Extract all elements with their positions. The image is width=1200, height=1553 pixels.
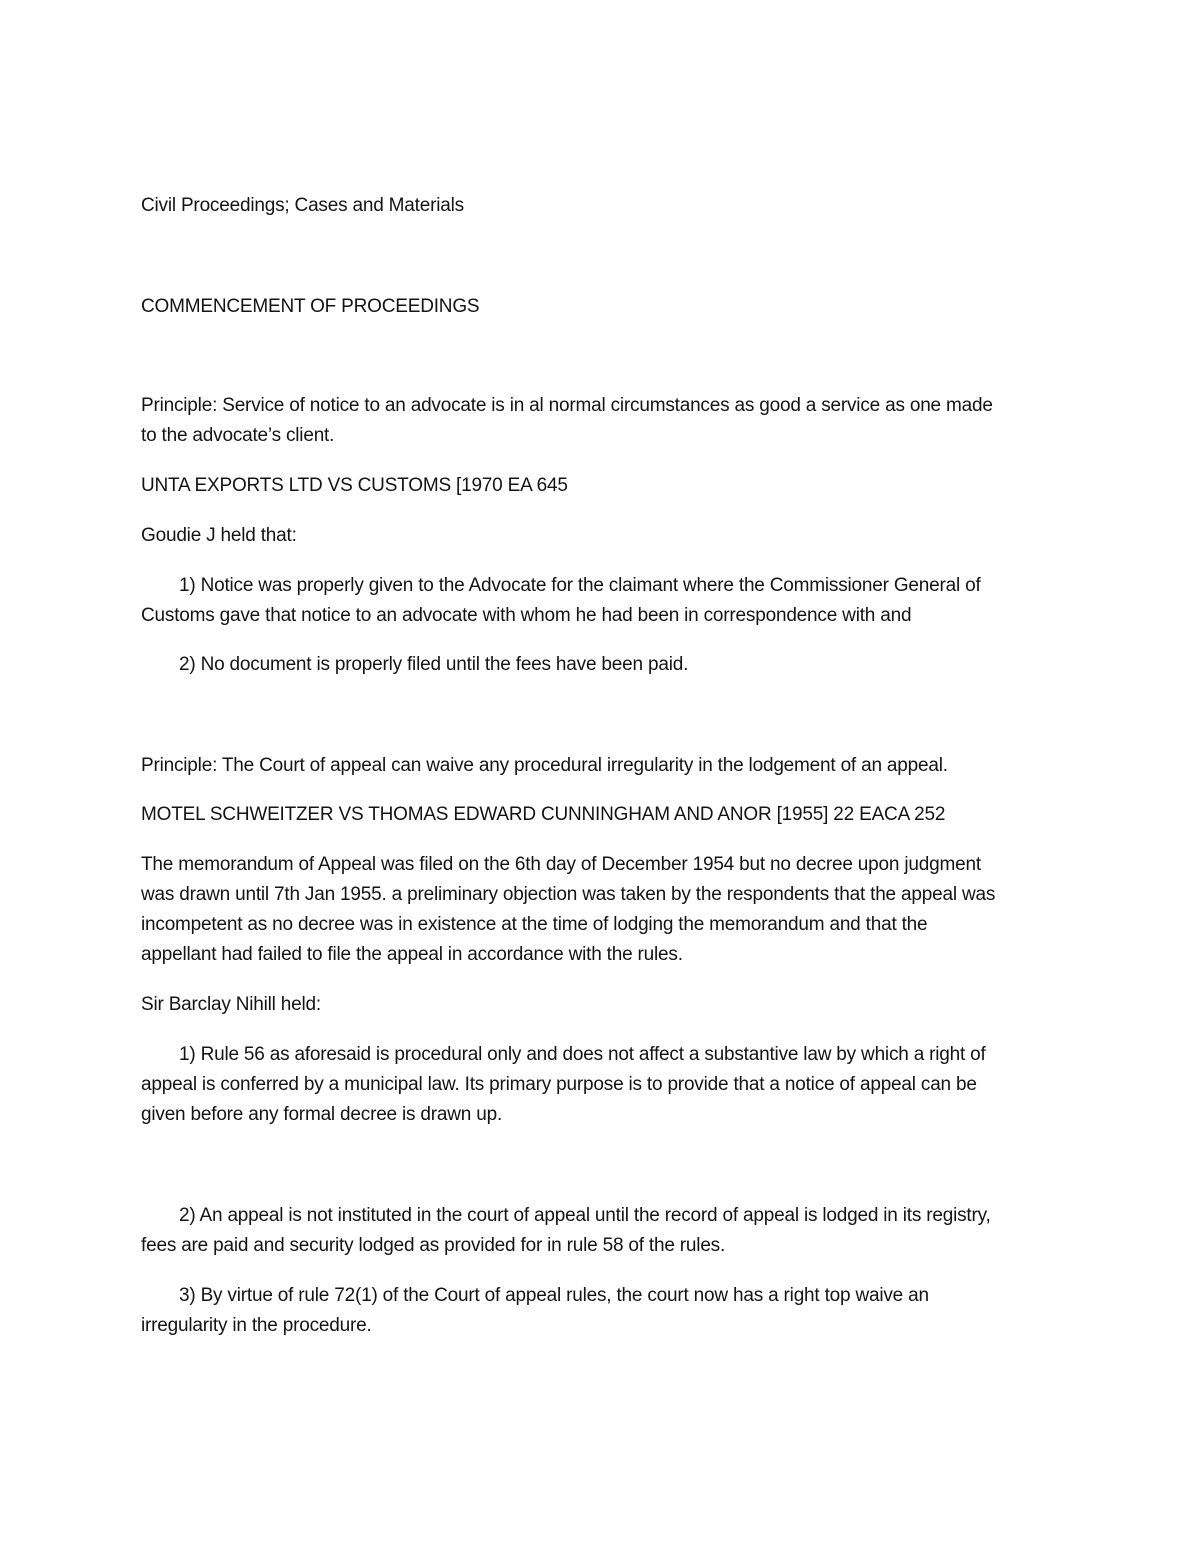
case-citation-1: UNTA EXPORTS LTD VS CUSTOMS [1970 EA 645 xyxy=(141,475,568,496)
holding-2-3-line-1: 3) By virtue of rule 72(1) of the Court of appeal rules, the court now has a right top waive an xyxy=(179,1285,929,1306)
holding-1-1-line-1: 1) Notice was properly given to the Advocate for the claimant where the Commissioner General of xyxy=(179,575,981,596)
document-title: Civil Proceedings; Cases and Materials xyxy=(141,195,464,216)
section-heading: COMMENCEMENT OF PROCEEDINGS xyxy=(141,296,480,317)
facts-line-2: was drawn until 7th Jan 1955. a preliminary objection was taken by the respondents that the appeal was xyxy=(141,884,996,905)
held-intro-2: Sir Barclay Nihill held: xyxy=(141,994,321,1015)
holding-2-2-line-1: 2) An appeal is not instituted in the court of appeal until the record of appeal is lodged in its registry, xyxy=(179,1205,991,1226)
holding-2-1-line-1: 1) Rule 56 as aforesaid is procedural only and does not affect a substantive law by which a right of xyxy=(179,1044,986,1065)
holding-1-2: 2) No document is properly filed until the fees have been paid. xyxy=(179,654,689,675)
principle-1-line-2: to the advocate’s client. xyxy=(141,425,335,446)
principle-1-line-1: Principle: Service of notice to an advocate is in al normal circumstances as good a service as one made xyxy=(141,395,993,416)
holding-2-2-line-2: fees are paid and security lodged as provided for in rule 58 of the rules. xyxy=(141,1235,726,1256)
case-citation-2: MOTEL SCHWEITZER VS THOMAS EDWARD CUNNINGHAM AND ANOR [1955] 22 EACA 252 xyxy=(141,804,946,825)
facts-line-3: incompetent as no decree was in existence at the time of lodging the memorandum and that the xyxy=(141,914,928,935)
holding-2-1-line-2: appeal is conferred by a municipal law. Its primary purpose is to provide that a notice of appeal can be xyxy=(141,1074,977,1095)
facts-line-1: The memorandum of Appeal was filed on the 6th day of December 1954 but no decree upon judgment xyxy=(141,854,981,875)
holding-1-1-line-2: Customs gave that notice to an advocate with whom he had been in correspondence with and xyxy=(141,605,912,626)
held-intro-1: Goudie J held that: xyxy=(141,525,297,546)
facts-line-4: appellant had failed to file the appeal in accordance with the rules. xyxy=(141,944,683,965)
holding-2-3-line-2: irregularity in the procedure. xyxy=(141,1315,372,1336)
principle-2: Principle: The Court of appeal can waive any procedural irregularity in the lodgement of an appeal. xyxy=(141,755,948,776)
holding-2-1-line-3: given before any formal decree is drawn up. xyxy=(141,1104,503,1125)
